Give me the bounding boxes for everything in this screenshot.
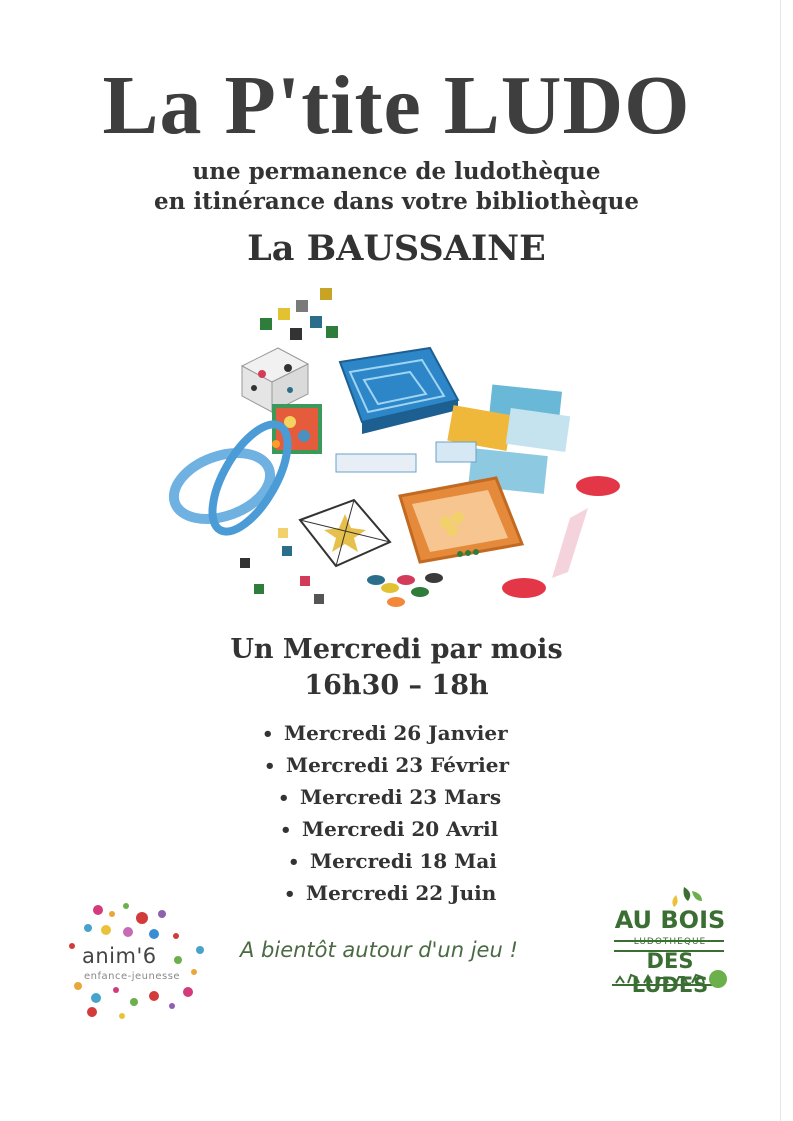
poster-title: La P'tite LUDO xyxy=(102,59,691,152)
date-item: • Mercredi 20 Avril xyxy=(280,814,526,846)
schedule-hours: 16h30 – 18h xyxy=(304,670,489,701)
bullet-icon: • xyxy=(262,724,274,745)
tagline: A bientôt autour d'un jeu ! xyxy=(240,938,518,962)
anim6-logo-subtitle: enfance-jeunesse xyxy=(84,971,181,982)
board-games-illustration xyxy=(150,282,640,622)
bullet-icon: • xyxy=(278,788,290,809)
date-item: • Mercredi 23 Février xyxy=(264,750,510,782)
labyrinth-board xyxy=(340,348,458,434)
schedule-frequency: Un Mercredi par mois xyxy=(230,634,563,665)
date-item: • Mercredi 18 Mai xyxy=(288,846,534,878)
date-item: • Mercredi 26 Janvier xyxy=(262,718,508,750)
ludotheque-logo-title: AU BOIS xyxy=(614,906,726,934)
date-item: • Mercredi 23 Mars xyxy=(278,782,524,814)
dice-pieces xyxy=(240,528,324,604)
star-board xyxy=(300,500,390,566)
date-list xyxy=(262,718,508,910)
bead-board xyxy=(400,478,522,562)
dice-box xyxy=(242,348,308,412)
schedule-heading xyxy=(0,632,793,704)
anim6-logo-name: anim'6 xyxy=(82,944,157,968)
bullet-icon: • xyxy=(288,852,300,873)
date-item: • Mercredi 22 Juin xyxy=(284,878,530,910)
ludotheque-logo-name: DES LUDES xyxy=(631,949,709,997)
bullet-icon: • xyxy=(264,756,276,777)
pawn-pieces xyxy=(367,573,443,607)
bullet-icon: • xyxy=(280,820,292,841)
spiral-track xyxy=(165,413,303,543)
library-name: La BAUSSAINE xyxy=(247,228,546,269)
subtitle-line-2: en itinérance dans votre bibliothèque xyxy=(153,188,640,215)
bullet-icon: • xyxy=(284,884,296,905)
poster-subtitle xyxy=(0,157,793,217)
ludotheque-logo-label: LUDOTHEQUE xyxy=(633,937,707,947)
meeple-pieces xyxy=(260,288,338,340)
subtitle-line-1: une permanence de ludothèque xyxy=(192,158,601,185)
